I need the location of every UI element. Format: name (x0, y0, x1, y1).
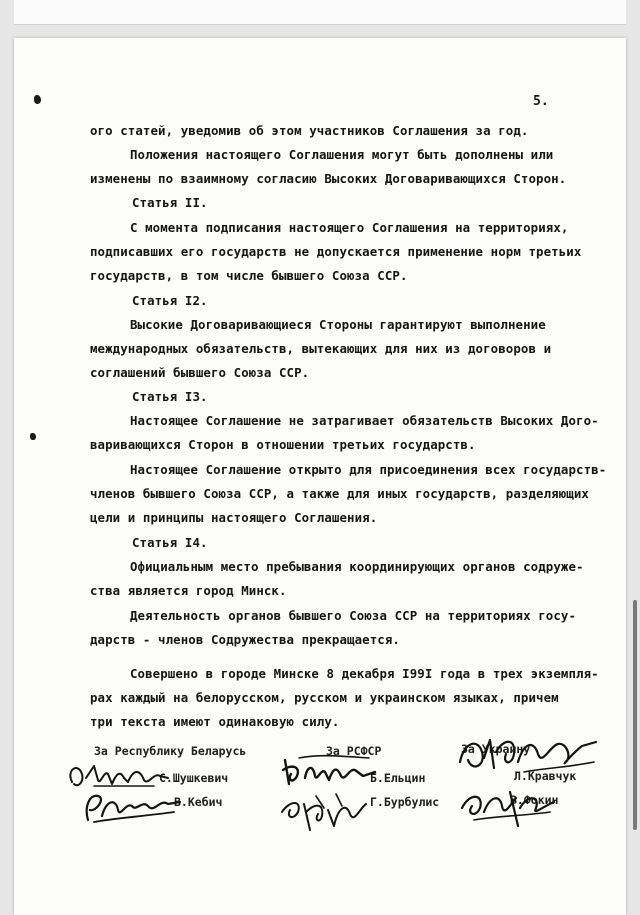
text-line: Высокие Договаривающиеся Стороны гарантируют выполнение (130, 317, 546, 332)
text-line: подписавших его государств не допускается применение норм третьих (90, 244, 582, 259)
text-line: Официальным место пребывания координирующих органов содруже- (130, 559, 584, 574)
text-line: Положения настоящего Соглашения могут быть дополнены или (130, 147, 554, 162)
signatory-name: Б.Ельцин (370, 771, 426, 785)
text-line: Настоящее Соглашение открыто для присоединения всех государств- (130, 462, 607, 477)
signatory-name: Г.Бурбулис (370, 795, 440, 809)
signatory-name: В.Фокин (510, 793, 559, 807)
text-line: изменены по взаимному согласию Высоких Договаривающихся Сторон. (90, 171, 567, 186)
signature-kebich (76, 786, 186, 828)
scrollbar[interactable] (633, 600, 637, 830)
signature-burbulis (276, 790, 376, 834)
text-line: цели и принципы настоящего Соглашения. (90, 510, 378, 525)
text-line: С момента подписания настоящего Соглашения на территориях, (130, 220, 569, 235)
article-heading: Статья II. (132, 195, 208, 210)
document-page (14, 38, 626, 915)
article-heading: Статья I3. (132, 389, 208, 404)
text-line: международных обязательств, вытекающих для них из договоров и (90, 341, 552, 356)
signature-header-rsfsr: За РСФСР (326, 744, 382, 758)
text-line: дарств - членов Содружества прекращается. (90, 632, 400, 647)
signature-yeltsin (279, 750, 379, 790)
article-heading: Статья I4. (132, 535, 208, 550)
text-line: Совершено в городе Минске 8 декабря I99I года в трех экземпля- (130, 666, 599, 681)
signatory-name: С.Шушкевич (159, 771, 229, 785)
text-line: рах каждый на белорусском, русском и украинском языках, причем (90, 690, 559, 705)
margin-mark (30, 433, 36, 440)
text-line: Настоящее Соглашение не затрагивает обязательств Высоких Дого- (130, 413, 599, 428)
page-number: 5. (533, 94, 549, 109)
article-heading: Статья I2. (132, 293, 208, 308)
margin-mark (34, 95, 41, 104)
text-line: членов бывшего Союза ССР, а также для иных государств, разделяющих (90, 486, 589, 501)
signature-kravchuk (454, 732, 604, 782)
text-line: ства является город Минск. (90, 583, 287, 598)
text-line: соглашений бывшего Союза ССР. (90, 365, 310, 380)
text-line: три текста имеют одинаковую силу. (90, 714, 340, 729)
previous-page-edge (14, 0, 626, 25)
signature-header-belarus: За Республику Беларусь (94, 744, 247, 758)
signatory-name: Л.Кравчук (514, 769, 577, 783)
signature-fokin (454, 782, 564, 832)
signatory-name: В.Кебич (174, 795, 223, 809)
text-line: варивающихся Сторон в отношении третьих государств. (90, 437, 476, 452)
text-line: государств, в том числе бывшего Союза ССР. (90, 268, 408, 283)
text-line: Деятельность органов бывшего Союза ССР на территориях госу- (130, 608, 577, 623)
signature-header-ukraine: За Украину (461, 742, 531, 756)
text-line: ого статей, уведомив об этом участников Соглашения за год. (90, 123, 529, 138)
